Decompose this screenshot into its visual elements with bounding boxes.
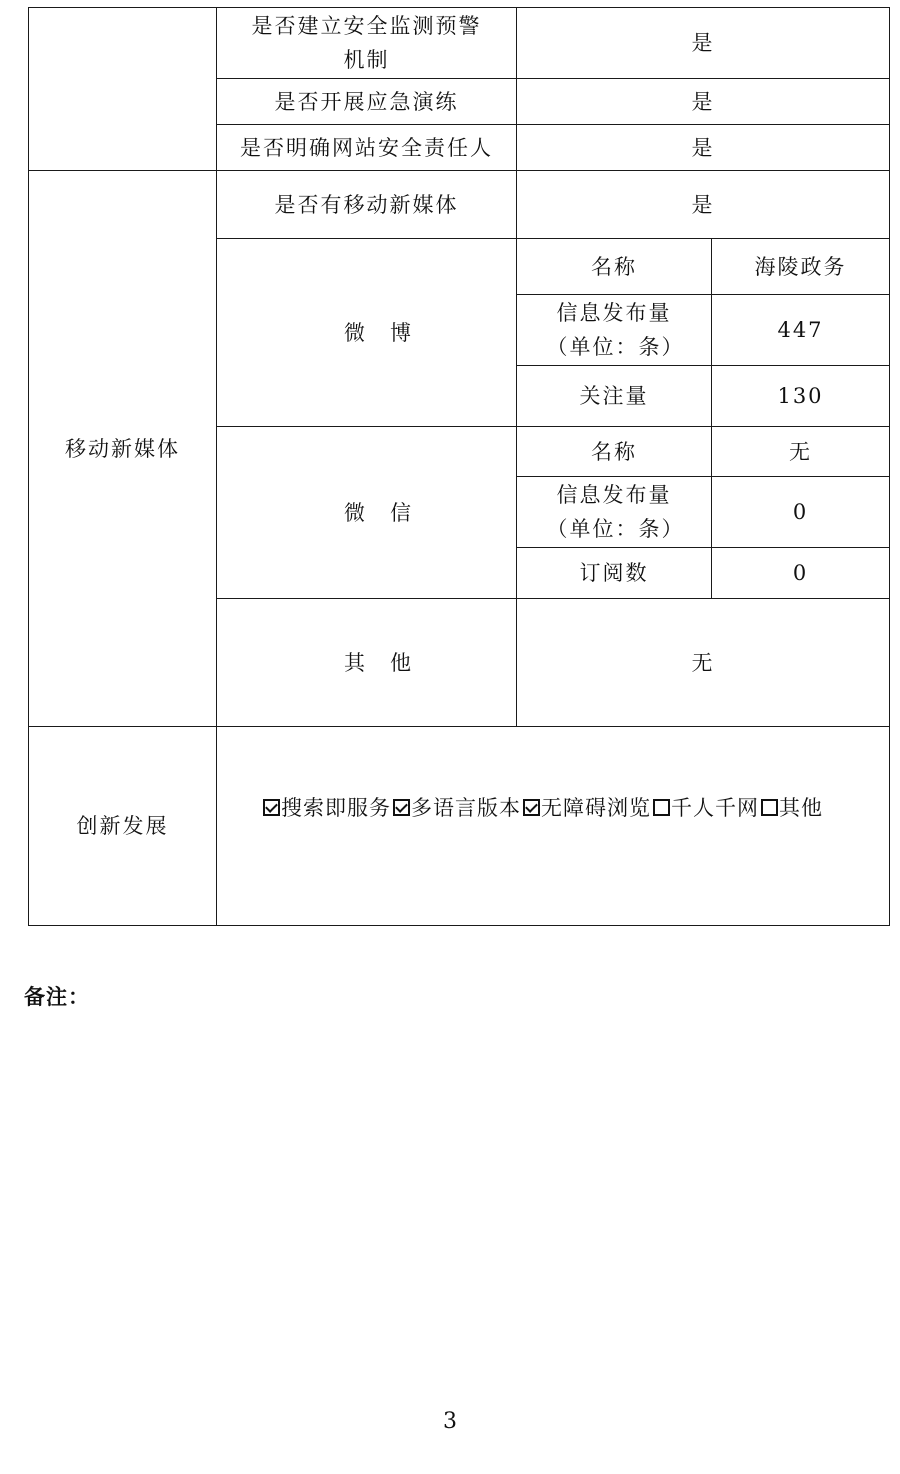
row-label-has-mobile: 是否有移动新媒体 [217, 171, 517, 239]
weibo-follow-label: 关注量 [517, 366, 712, 427]
innovation-option-label: 其他 [779, 796, 823, 820]
unchecked-checkbox-icon [653, 799, 670, 816]
innovation-option-label: 千人千网 [671, 796, 759, 820]
weibo-posts-label: 信息发布量（单位：条） [517, 295, 712, 366]
wechat-sub-label: 订阅数 [517, 548, 712, 599]
weibo-name-label: 名称 [517, 239, 712, 295]
empty-section-cell [29, 8, 217, 171]
row-value-monitoring: 是 [517, 8, 890, 79]
checked-checkbox-icon [393, 799, 410, 816]
weibo-posts-value: 447 [712, 295, 890, 366]
checked-checkbox-icon [263, 799, 280, 816]
row-label-monitoring: 是否建立安全监测预警机制 [217, 8, 517, 79]
weibo-follow-value: 130 [712, 366, 890, 427]
innovation-option-label: 多语言版本 [411, 796, 521, 820]
table-row [29, 8, 890, 79]
row-value-responsible: 是 [517, 125, 890, 171]
checked-checkbox-icon [523, 799, 540, 816]
innovation-options [217, 727, 890, 926]
innovation-option-label: 搜索即服务 [281, 796, 391, 820]
wechat-label: 微 信 [217, 427, 517, 599]
wechat-posts-label: 信息发布量（单位：条） [517, 477, 712, 548]
weibo-name-value: 海陵政务 [712, 239, 890, 295]
innovation-option [523, 796, 651, 820]
report-table [28, 7, 890, 926]
row-label-responsible: 是否明确网站安全责任人 [217, 125, 517, 171]
wechat-posts-value: 0 [712, 477, 890, 548]
innovation-option [761, 796, 823, 820]
other-value: 无 [517, 599, 890, 727]
table-row [29, 171, 890, 239]
weibo-label: 微 博 [217, 239, 517, 427]
row-value-drill: 是 [517, 79, 890, 125]
section-mobile-media: 移动新媒体 [29, 171, 217, 727]
wechat-name-label: 名称 [517, 427, 712, 477]
row-label-drill: 是否开展应急演练 [217, 79, 517, 125]
innovation-option [393, 796, 521, 820]
table-row [29, 727, 890, 926]
unchecked-checkbox-icon [761, 799, 778, 816]
other-label: 其 他 [217, 599, 517, 727]
row-value-has-mobile: 是 [517, 171, 890, 239]
page-number: 3 [443, 1409, 457, 1434]
wechat-name-value: 无 [712, 427, 890, 477]
innovation-option-label: 无障碍浏览 [541, 796, 651, 820]
note-label: 备注： [24, 985, 90, 1009]
wechat-sub-value: 0 [712, 548, 890, 599]
innovation-checkbox-row [263, 791, 825, 825]
innovation-option [653, 796, 759, 820]
innovation-option [263, 796, 391, 820]
section-innovation: 创新发展 [29, 727, 217, 926]
